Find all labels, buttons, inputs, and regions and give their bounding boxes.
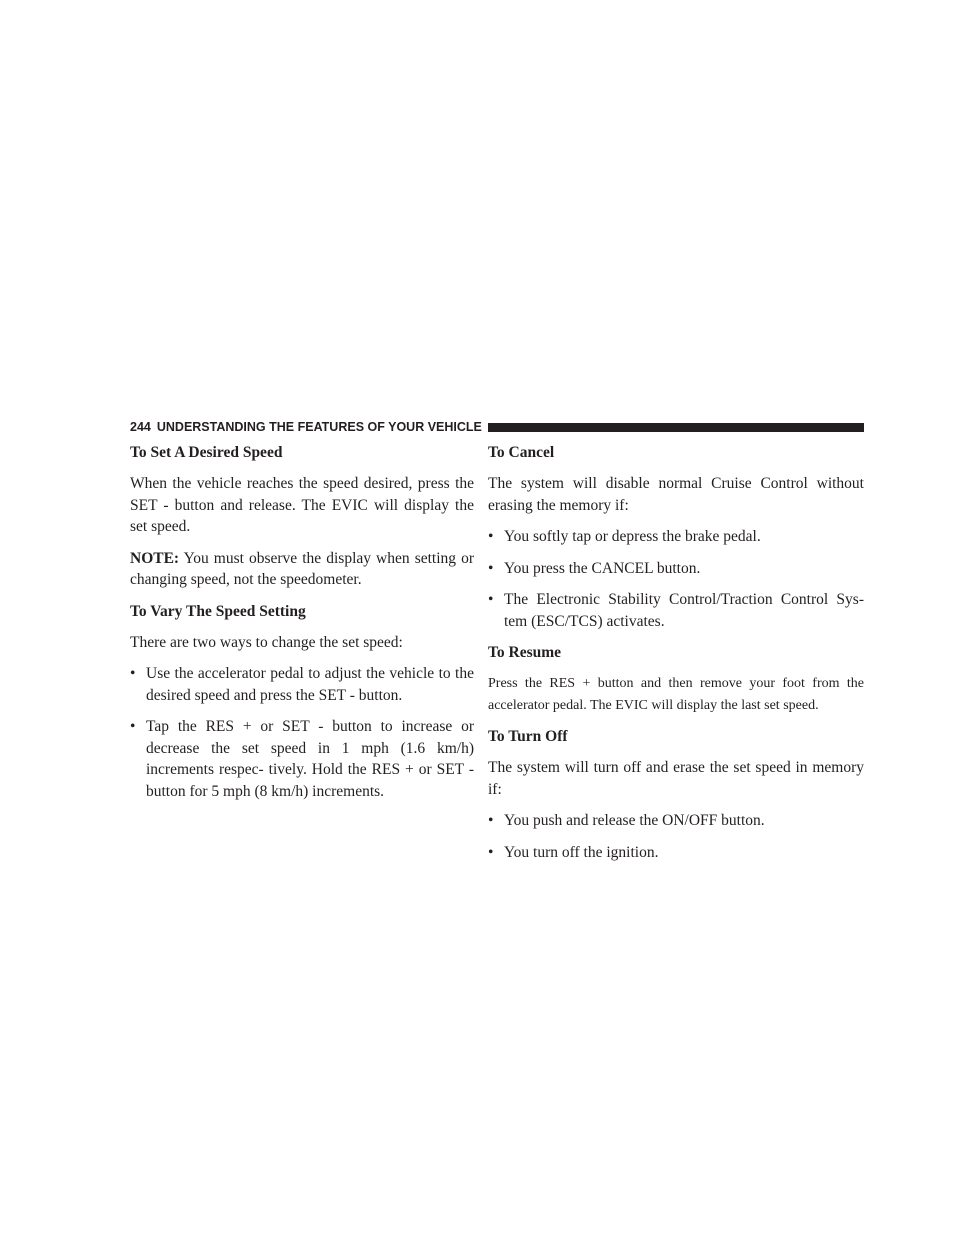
list-item-text: The Electronic Stability Control/Traction Control Sys- tem (ESC/TCS) activates. [504, 591, 864, 630]
list-item [488, 558, 864, 580]
list-item [130, 716, 474, 802]
list-item-text: Use the accelerator pedal to adjust the vehicle to the desired speed and press the SET - button. [146, 665, 474, 704]
paragraph-set-speed: When the vehicle reaches the speed desired, press the SET - button and release. The EVIC will display the set speed. [130, 475, 474, 535]
bullet-icon: • [488, 843, 494, 861]
page-number: 244 [130, 420, 151, 434]
paragraph-turn-off-intro: The system will turn off and erase the set speed in memory if: [488, 759, 864, 798]
list-item [488, 810, 864, 832]
list-item-text: You push and release the ON/OFF button. [504, 812, 765, 829]
bullet-icon: • [130, 718, 136, 735]
bullet-icon: • [488, 528, 494, 545]
list-item [488, 526, 864, 548]
paragraph-resume: Press the RES + button and then remove your foot from the accelerator pedal. The EVIC will display the last set speed. [488, 676, 864, 713]
cancel-list [488, 526, 864, 632]
bullet-icon: • [488, 812, 494, 829]
paragraph-vary-intro: There are two ways to change the set speed: [130, 633, 403, 651]
list-item-text: You press the CANCEL button. [504, 559, 701, 577]
bullet-icon: • [488, 591, 494, 608]
header-rule [488, 423, 864, 432]
heading-vary-speed: To Vary The Speed Setting [130, 602, 306, 620]
heading-cancel: To Cancel [488, 444, 555, 461]
heading-turn-off: To Turn Off [488, 728, 568, 745]
note-label: NOTE: [130, 549, 180, 567]
list-item [488, 589, 864, 632]
heading-resume: To Resume [488, 644, 562, 661]
list-item-text: Tap the RES + or SET - button to increase or decrease the set speed in 1 mph (1.6 km/h) increments respec- tively. Hold the RES + or SET - button for 5 mph (8 km/h) increments. [146, 718, 474, 800]
right-column [488, 442, 864, 873]
list-item [488, 842, 864, 864]
vary-speed-list [130, 663, 474, 802]
bullet-icon: • [488, 559, 494, 577]
section-title: UNDERSTANDING THE FEATURES OF YOUR VEHICLE [156, 420, 482, 434]
note-paragraph [130, 548, 474, 591]
turn-off-list [488, 810, 864, 863]
left-column [130, 442, 474, 812]
heading-set-speed: To Set A Desired Speed [130, 444, 283, 461]
list-item [130, 663, 474, 706]
note-text: You must observe the display when setting or changing speed, not the speedometer. [130, 549, 474, 588]
page-header [130, 418, 864, 436]
list-item-text: You turn off the ignition. [504, 843, 659, 861]
bullet-icon: • [130, 665, 136, 682]
paragraph-cancel-intro: The system will disable normal Cruise Control without erasing the memory if: [488, 475, 864, 514]
list-item-text: You softly tap or depress the brake pedal. [504, 528, 761, 545]
